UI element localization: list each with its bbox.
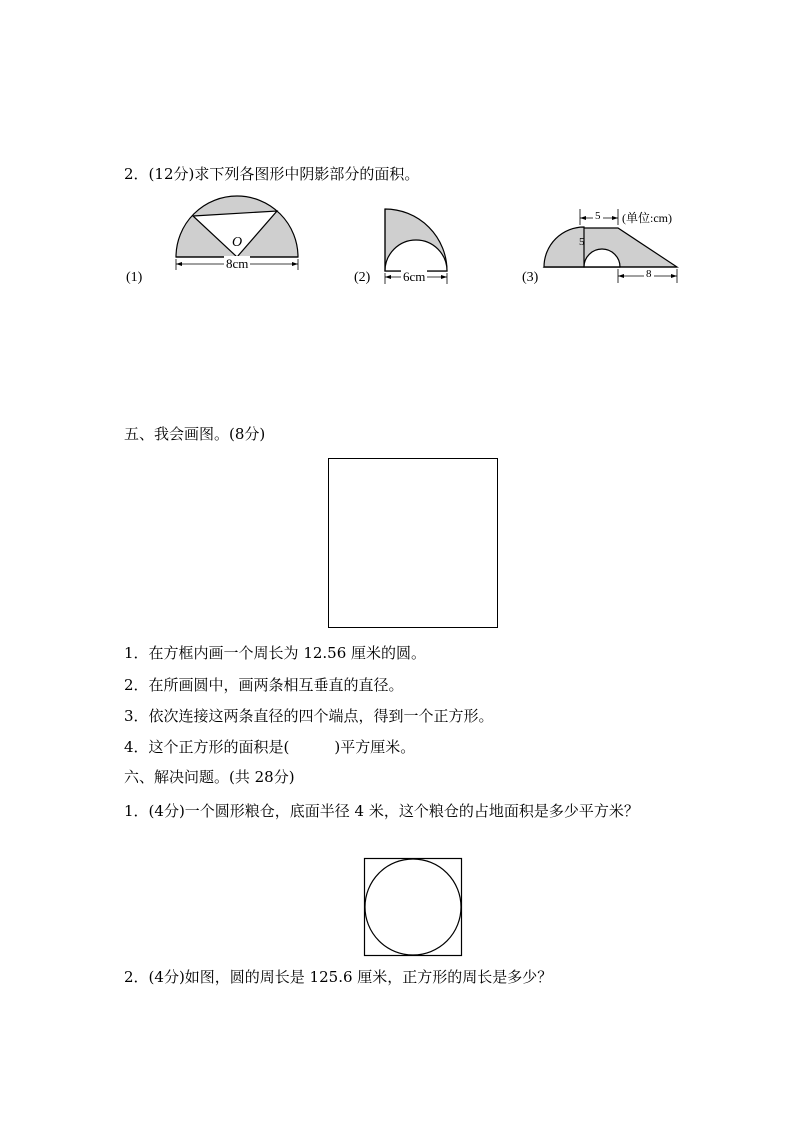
- section-5-item-2: 2．在所画圆中，画两条相互垂直的直径。: [124, 676, 404, 694]
- figure-2-tag: (2): [354, 270, 371, 285]
- figure-3-unit-label: (单位:cm): [622, 211, 672, 225]
- figure-3-height-dimension: 5: [579, 236, 585, 248]
- figure-3-tag: (3): [522, 270, 539, 285]
- section-5-item-3: 3．依次连接这两条直径的四个端点，得到一个正方形。: [124, 707, 494, 725]
- figure-2-dimension: 6cm: [403, 269, 426, 284]
- section-6-question-1: 1．(4分)一个圆形粮仓，底面半径 4 米，这个粮仓的占地面积是多少平方米？: [124, 802, 639, 820]
- circle-in-square-figure: [364, 858, 462, 956]
- section-5-item-4: 4．这个正方形的面积是( )平方厘米。: [124, 738, 416, 756]
- question-2-text: 2．(12分)求下列各图形中阴影部分的面积。: [124, 165, 420, 183]
- section-6-title: 六、解决问题。(共 28分): [124, 768, 295, 786]
- section-5-item-1: 1．在方框内画一个周长为 12.56 厘米的圆。: [124, 644, 427, 662]
- section-6-question-2: 2．(4分)如图，圆的周长是 125.6 厘米，正方形的周长是多少？: [124, 968, 553, 986]
- figure-1-tag: (1): [126, 270, 143, 285]
- figure-1-dimension: 8cm: [226, 256, 249, 271]
- point-o-label: O: [232, 235, 243, 250]
- section-5-title: 五、我会画图。(8分): [124, 425, 266, 443]
- drawing-box: [328, 458, 498, 628]
- figure-3-bottom-dimension: 8: [646, 268, 652, 280]
- figure-1-semicircle: [120, 190, 310, 290]
- figure-3-top-dimension: 5: [595, 210, 601, 222]
